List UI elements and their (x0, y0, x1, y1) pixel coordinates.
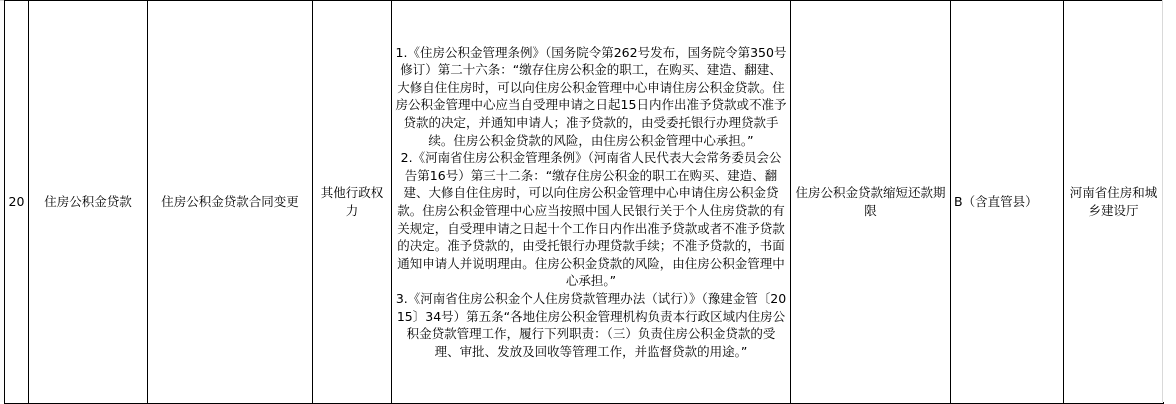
sheet-empty-column (1162, 0, 1176, 402)
cell-power-type[interactable]: 其他行政权力 (313, 1, 392, 404)
power-list-table (4, 0, 1164, 404)
cell-department[interactable]: 河南省住房和城乡建设厅 (1064, 1, 1164, 404)
cell-legal-basis[interactable] (392, 1, 791, 404)
legal-basis-list (395, 44, 787, 361)
cell-content[interactable]: 住房公积金贷款缩短还款期限 (791, 1, 951, 404)
legal-basis-item: 3.《河南省住房公积金个人住房贷款管理办法（试行）》（豫建金管〔2015〕34号）第五条“各地住房公积金管理机构负责本行政区域内住房公积金贷款管理工作，履行下列职责：（三）负责住房公积金贷款的受理、审批、发放及回收等管理工作，并监督贷款的用途。” (395, 290, 787, 359)
cell-sub-item[interactable]: 住房公积金贷款合同变更 (148, 1, 313, 404)
cell-level[interactable]: B（含直管县） (951, 1, 1064, 404)
table-row (5, 1, 1164, 404)
legal-basis-item: 2.《河南省住房公积金管理条例》（河南省人民代表大会常务委员会公告第16号）第三十二条：“缴存住房公积金的职工在购买、建造、翻建、大修自住住房时，可以向住房公积金管理中心申请住房公积金贷款。住房公积金管理中心应当按照中国人民银行关于个人住房贷款的有关规定，自受理申请之日起十个工作日内作出准予贷款或者不准予贷款的决定。准予贷款的，由受托银行办理贷款手续；不准予贷款的，书面通知申请人并说明理由。住房公积金贷款的风险，由住房公积金管理中心承担。” (397, 150, 785, 289)
legal-basis-item: 1.《住房公积金管理条例》（国务院令第262号发布，国务院令第350号修订）第二十六条：“缴存住房公积金的职工，在购买、建造、翻建、大修自住住房时，可以向住房公积金管理中心申请住房公积金贷款。住房公积金管理中心应当自受理申请之日起15日内作出准予贷款或不准予贷款的决定，并通知申请人；准予贷款的，由受委托银行办理贷款手续。住房公积金贷款的风险，由住房公积金管理中心承担。” (395, 44, 787, 148)
cell-index[interactable]: 20 (5, 1, 29, 404)
cell-item-name[interactable]: 住房公积金贷款 (29, 1, 148, 404)
